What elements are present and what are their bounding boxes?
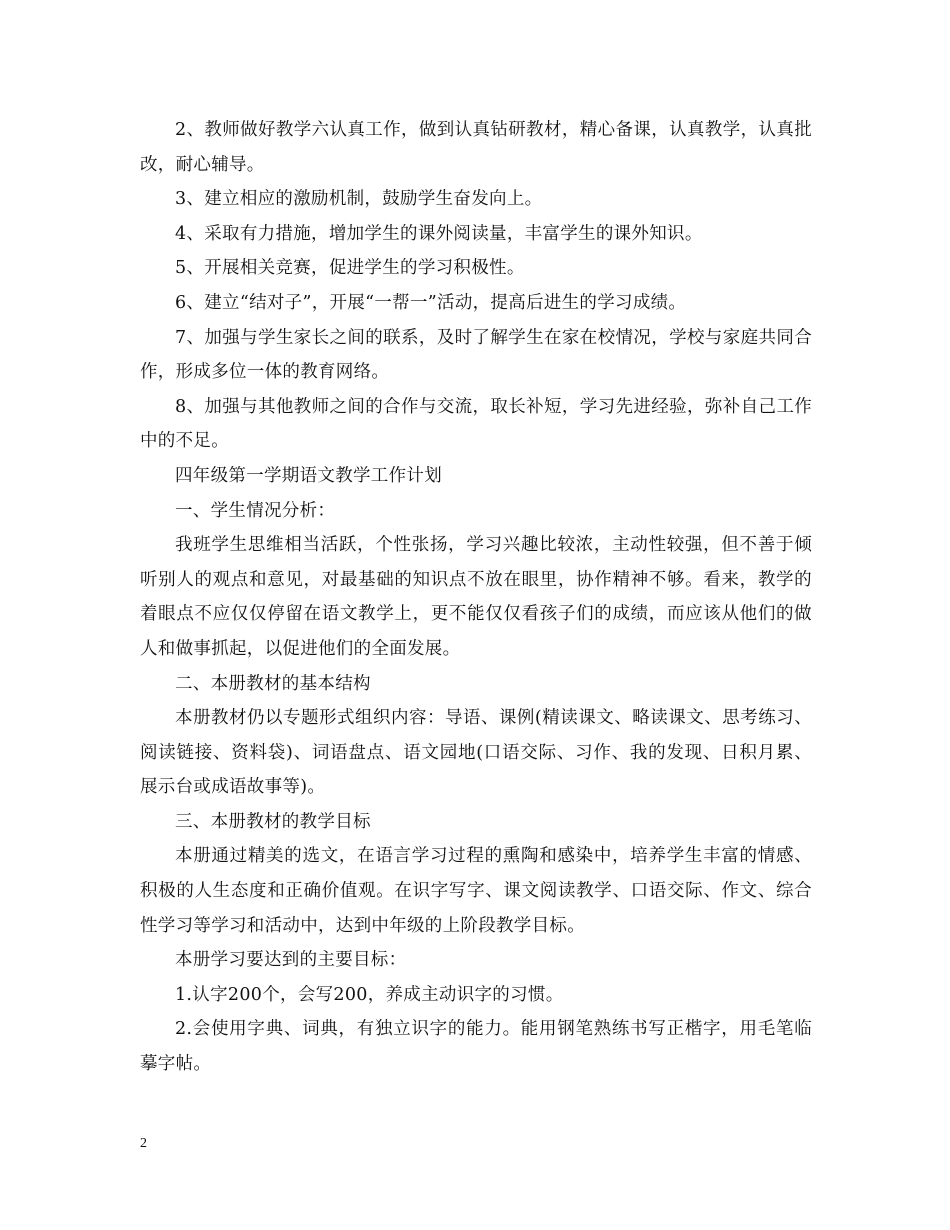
- section-heading-student-analysis: 一、学生情况分析：: [175, 500, 336, 521]
- page-number: 2: [140, 1136, 147, 1151]
- paragraph-item-7: 7、加强与学生家长之间的联系，及时了解学生在家在校情况，学校与家庭共同合作，形成多位一体的教育网络。: [140, 327, 812, 383]
- paragraph-item-8: 8、加强与其他教师之间的合作与交流，取长补短，学习先进经验，弥补自己工作中的不足。: [140, 396, 812, 452]
- section-heading-textbook-structure: 二、本册教材的基本结构: [175, 673, 371, 694]
- paragraph-item-4: 4、采取有力措施，增加学生的课外阅读量，丰富学生的课外知识。: [175, 223, 703, 244]
- paragraph-item-3: 3、建立相应的激励机制，鼓励学生奋发向上。: [175, 189, 543, 210]
- document-body: [140, 113, 812, 1082]
- paragraph-item-2: 2、教师做好教学六认真工作，做到认真钻研教材，精心备课，认真教学，认真批改，耐心辅导。: [140, 120, 812, 175]
- paragraph-item-6: 6、建立“结对子”，开展“一帮一”活动，提高后进生的学习成绩。: [175, 292, 687, 313]
- student-analysis-paragraph: 我班学生思维相当活跃，个性张扬，学习兴趣比较浓，主动性较强，但不善于倾听别人的观点和意见，对最基础的知识点不放在眼里，协作精神不够。看来，教学的着眼点不应仅仅停留在语文教学上，更不能仅仅看孩子们的成绩，而应该从他们的做人和做事抓起，以促进他们的全面发展。: [140, 535, 812, 659]
- main-goals-intro: 本册学习要达到的主要目标：: [175, 950, 407, 971]
- goal-item-1: 1.认字200个，会写200，养成主动识字的习惯。: [175, 984, 564, 1005]
- paragraph-item-5: 5、开展相关竞赛，促进学生的学习积极性。: [175, 258, 525, 279]
- textbook-structure-paragraph: 本册教材仍以专题形式组织内容：导语、课例(精读课文、略读课文、思考练习、阅读链接、资料袋)、词语盘点、语文园地(口语交际、习作、我的发现、日积月累、展示台或成语故事等)。: [140, 708, 812, 798]
- section-heading-teaching-goals: 三、本册教材的教学目标: [175, 811, 371, 832]
- goal-item-2: 2.会使用字典、词典，有独立识字的能力。能用钢笔熟练书写正楷字，用毛笔临摹字帖。: [140, 1019, 812, 1075]
- plan-title: 四年级第一学期语文教学工作计划: [175, 465, 442, 486]
- teaching-goals-paragraph: 本册通过精美的选文，在语言学习过程的熏陶和感染中，培养学生丰富的情感、积极的人生态度和正确价值观。在识字写字、课文阅读教学、口语交际、作文、综合性学习等学习和活动中，达到中年级的上阶段教学目标。: [140, 846, 812, 936]
